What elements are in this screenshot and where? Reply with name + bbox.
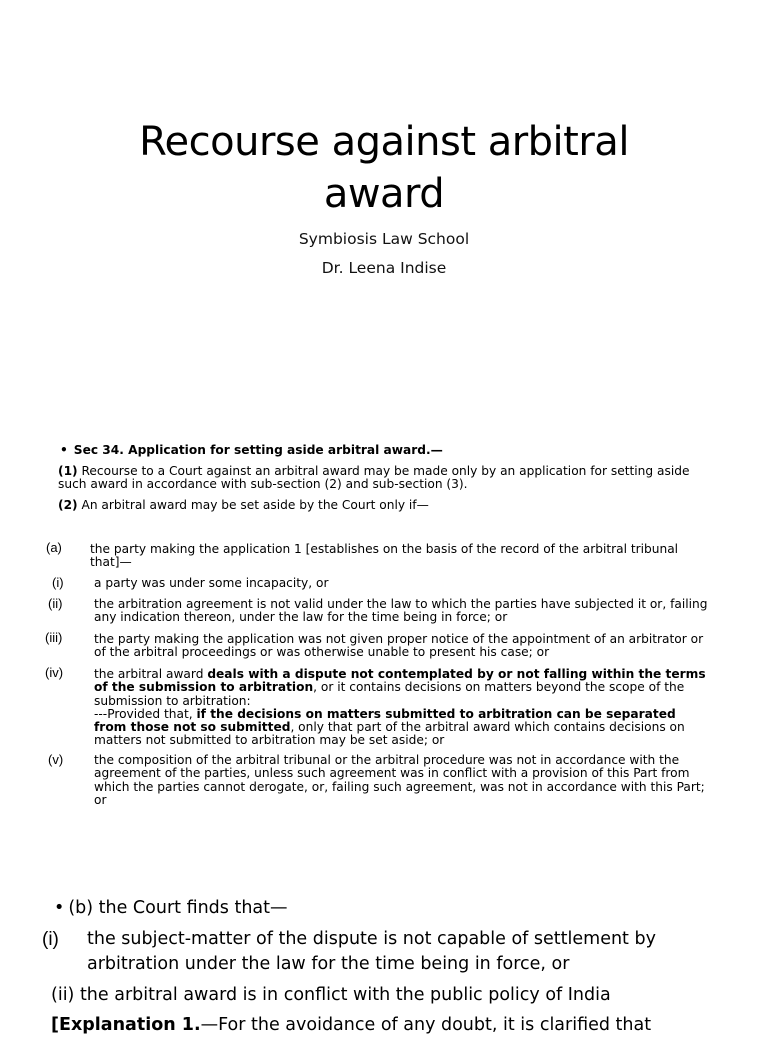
court-finds-slide bbox=[0, 850, 768, 1035]
explanation-1-text: —For the avoidance of any doubt, it is clarified that bbox=[200, 1015, 652, 1035]
sub-section-2-text: An arbitral award may be set aside by the Court only if— bbox=[77, 498, 429, 512]
sub-section-2 bbox=[58, 499, 718, 512]
clause-text-iv bbox=[94, 668, 709, 748]
sub-section-2-number: (2) bbox=[58, 498, 78, 512]
institution-name: Symbiosis Law School bbox=[298, 230, 470, 248]
clause-text-ii: the arbitration agreement is not valid under the law to which the parties have subjected it or, failing any indication thereon, under the law for the time being in force; or bbox=[94, 597, 708, 625]
clause-label-i: (i) bbox=[52, 575, 64, 590]
title-line-2: award bbox=[323, 171, 445, 217]
clause-b-heading bbox=[54, 896, 288, 921]
section-34-slide bbox=[0, 430, 768, 850]
proviso-bold-condition: if the decisions on matters submitted to arbitration can be separated from those not so submitted bbox=[94, 706, 676, 735]
sub-section-1-number: (1) bbox=[58, 464, 78, 478]
clause-b-item-label-i: (i) bbox=[42, 929, 59, 950]
explanation-1-label: [Explanation 1. bbox=[51, 1015, 201, 1035]
title-line-1: Recourse against arbitral bbox=[139, 119, 629, 165]
clause-text-a: the party making the application 1 [establishes on the basis of the record of the arbitral tribunal that]— bbox=[90, 542, 679, 570]
explanation-1 bbox=[51, 1013, 771, 1038]
clause-label-iii: (iii) bbox=[45, 630, 63, 645]
clause-iv-text-middle: , or it contains decisions on matters beyond the scope of the submission to arbitration: bbox=[94, 680, 685, 708]
sub-section-1 bbox=[58, 465, 718, 492]
proviso-end: , only that part of the arbitral award which contains decisions on matters not submitted to arbitration may be set aside; or bbox=[94, 720, 685, 748]
clause-b-heading-text: (b) the Court finds that— bbox=[68, 898, 288, 918]
clause-b-item-ii: (ii) the arbitral award is in conflict with the public policy of India bbox=[51, 985, 611, 1005]
proviso-start: ---Provided that, bbox=[94, 706, 197, 721]
clause-text-v: the composition of the arbitral tribunal or the arbitral procedure was not in accordance with the agreement of the parties, unless such agreement was in conflict with a provision of this Part from which the parties cannot derogate, or, failing such agreement, was not in accordance with this Part; or bbox=[94, 753, 705, 807]
clause-label-ii: (ii) bbox=[48, 596, 63, 611]
author-name: Dr. Leena Indise bbox=[321, 259, 447, 277]
clause-b-item-text-i: the subject-matter of the dispute is not capable of settlement by arbitration under the law for the time being in force, or bbox=[87, 929, 656, 974]
slide-title bbox=[84, 116, 684, 220]
clause-iv-bold-ground: deals with a dispute not contemplated by or not falling within the terms of the submission to arbitration bbox=[94, 667, 706, 695]
clause-label-v: (v) bbox=[48, 752, 64, 767]
clause-text-iii: the party making the application was not given proper notice of the appointment of an arbitrator or of the arbitral proceedings or was otherwise unable to present his case; or bbox=[94, 632, 704, 660]
sub-section-1-text: Recourse to a Court against an arbitral award may be made only by an application for setting aside such award in accordance with sub-section (2) and sub-section (3). bbox=[58, 464, 690, 492]
bullet-icon: • bbox=[54, 898, 65, 918]
clause-text-i: a party was under some incapacity, or bbox=[94, 576, 329, 590]
clause-label-a: (a) bbox=[46, 540, 62, 555]
clause-iv-text-start: the arbitral award bbox=[94, 667, 208, 681]
section-heading bbox=[60, 444, 443, 457]
bullet-icon: • bbox=[60, 443, 68, 457]
clause-label-iv: (iv) bbox=[45, 665, 64, 680]
section-heading-text: Sec 34. Application for setting aside arbitral award.— bbox=[73, 443, 443, 457]
title-slide bbox=[0, 0, 768, 430]
